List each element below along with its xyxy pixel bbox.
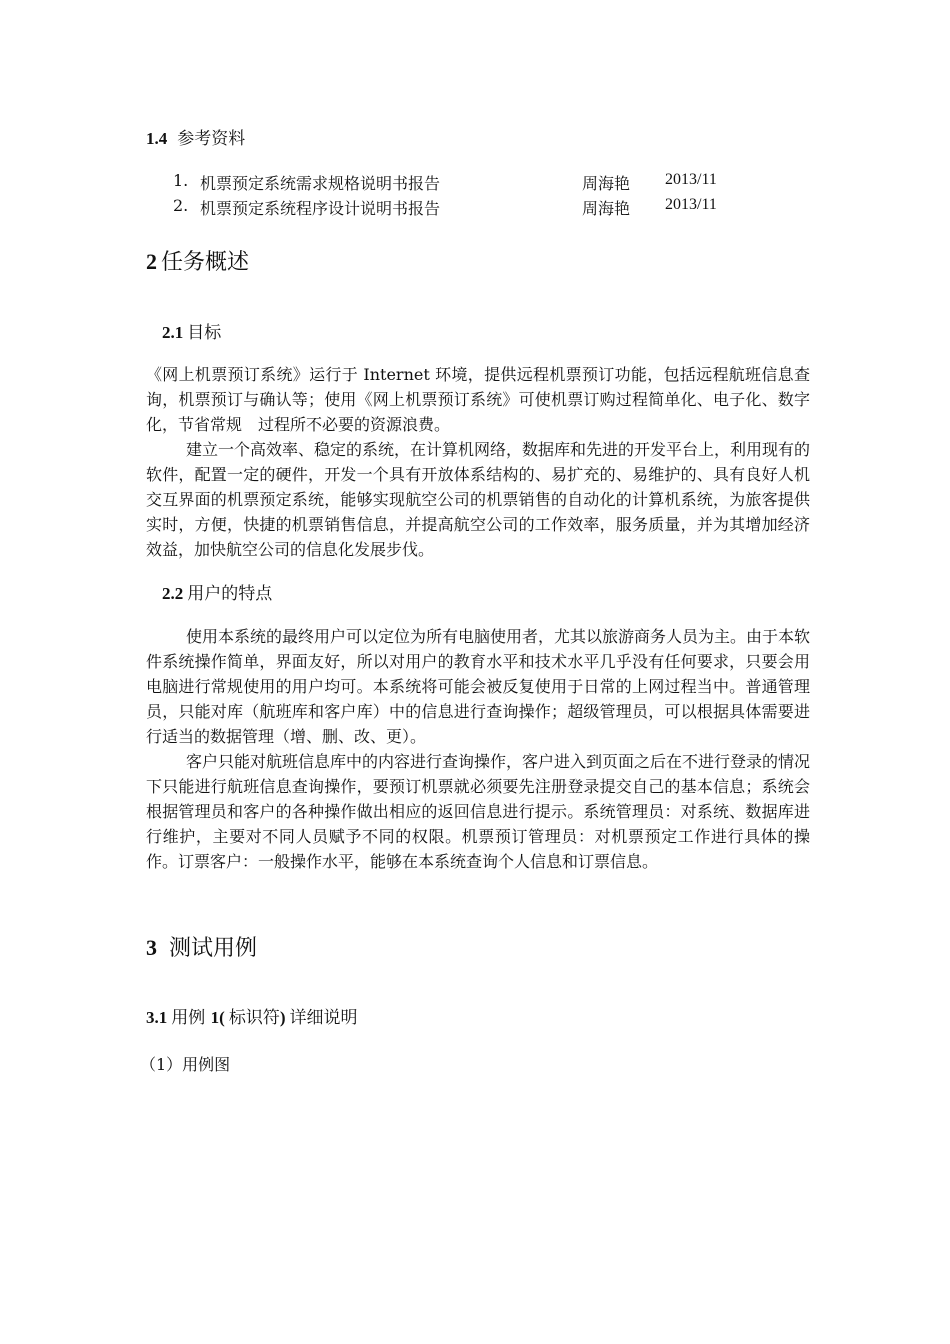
section-number: 1.4 (146, 129, 168, 148)
section-2-1-heading (162, 318, 221, 343)
use-case-diagram-label: （1）用例图 (140, 1055, 231, 1074)
reference-author: 周海艳 (582, 174, 631, 193)
section-number: 2.1 (162, 323, 184, 342)
reference-item-2 (173, 196, 753, 218)
section-number: 3.1 (146, 1008, 168, 1027)
section-1-4-heading (146, 124, 245, 149)
section-title: 目标 (187, 323, 222, 343)
section-2-heading (146, 245, 249, 276)
user-paragraph-2: 客户只能对航班信息库中的内容进行查询操作，客户进入到页面之后在不进行登录的情况下只能进行航班信息查询操作，要预订机票就必须要先注册登录提交自己的基本信息；系统会根据管理员和客户的各种操作做出相应的返回信息进行提示。系统管理员：对系统、数据库进行维护，主要对不同人员赋予不同的权限。机票预订管理员：对机票预定工作进行具体的操作。订票客户：一般操作水平，能够在本系统查询个人信息和订票信息。 (146, 752, 811, 871)
section-title: 测试用例 (169, 936, 258, 961)
section-title: 用户的特点 (187, 584, 273, 604)
reference-index: 1. (173, 171, 189, 190)
reference-item-1 (173, 171, 753, 193)
section-title-mid: 标识符 (228, 1008, 280, 1028)
section-title-pre: 用例 (171, 1008, 211, 1028)
goal-paragraph-2: 建立一个高效率、稳定的系统，在计算机网络，数据库和先进的开发平台上，利用现有的软件，配置一定的硬件，开发一个具有开放体系结构的、易扩充的、易维护的、具有良好人机交互界面的机票预定系统，能够实现航空公司的机票销售的自动化的计算机系统，为旅客提供实时，方便，快捷的机票销售信息，并提高航空公司的工作效率，服务质量，并为其增加经济效益，加快航空公司的信息化发展步伐。 (146, 440, 811, 559)
section-number: 2.2 (162, 584, 184, 603)
reference-index: 2. (173, 196, 189, 215)
section-title: 任务概述 (161, 250, 250, 275)
section-title: 参考资料 (177, 129, 246, 149)
section-title-bold: 1( (210, 1008, 225, 1027)
section-3-1-heading (146, 1003, 358, 1028)
goal-paragraph-1: 《网上机票预订系统》运行于 Internet 环境，提供远程机票预订功能，包括远程航班信息查询，机票预订与确认等；使用《网上机票预订系统》可使机票订购过程简单化、电子化、数字化，节省常规 过程所不必要的资源浪费。 (146, 365, 810, 434)
section-title-post: 详细说明 (289, 1008, 358, 1028)
section-number: 2 (146, 249, 157, 274)
section-2-2-heading (162, 579, 272, 604)
reference-author: 周海艳 (582, 199, 631, 218)
user-paragraph-1: 使用本系统的最终用户可以定位为所有电脑使用者，尤其以旅游商务人员为主。由于本软件系统操作简单，界面友好，所以对用户的教育水平和技术水平几乎没有任何要求，只要会用电脑进行常规使用的用户均可。本系统将可能会被反复使用于日常的上网过程当中。普通管理员，只能对库（航班库和客户库）中的信息进行查询操作；超级管理员，可以根据具体需要进行适当的数据管理（增、删、改、更）。 (146, 627, 811, 746)
reference-title: 机票预定系统程序设计说明书报告 (200, 199, 441, 218)
reference-title: 机票预定系统需求规格说明书报告 (200, 174, 441, 193)
section-title-bold2: ) (279, 1008, 286, 1027)
reference-date: 2013/11 (665, 171, 717, 188)
section-3-heading (146, 931, 257, 962)
section-number: 3 (146, 935, 157, 960)
reference-date: 2013/11 (665, 196, 717, 213)
